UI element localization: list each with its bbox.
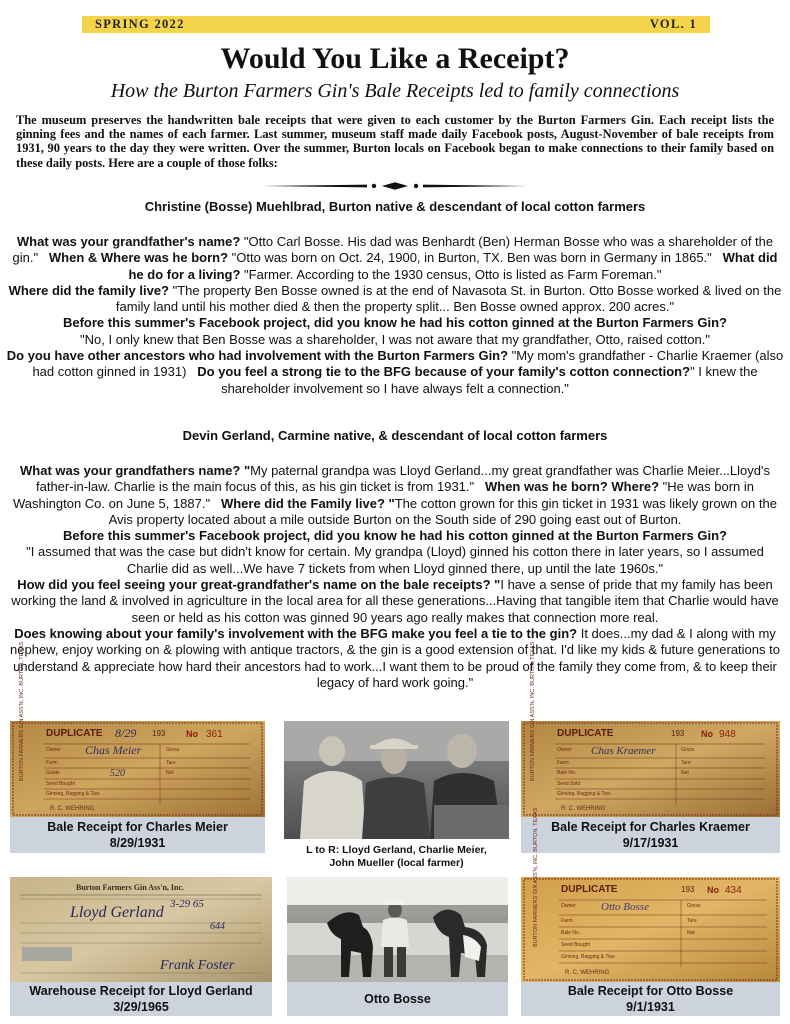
svg-text:Net: Net <box>681 770 689 776</box>
ornamental-divider <box>262 182 528 190</box>
answer-born: "He was born in Washington Co. on June 5, 1887." <box>13 479 754 511</box>
svg-text:8/29: 8/29 <box>115 726 137 740</box>
question-knew-ginned: Before this summer's Facebook project, did you know he had his cotton ginned at the Burton Farmers Gin? <box>62 528 727 544</box>
answer-strong-tie: " I knew the shareholder involvement so I have always felt a connection." <box>221 364 758 396</box>
svg-text:Ginning, Bagging & Ties: Ginning, Bagging & Ties <box>557 791 611 797</box>
caption-bale-receipt-otto-bosse <box>521 982 780 1016</box>
answer-living: "Farmer. According to the 1930 census, Otto is listed as Farm Foreman." <box>240 266 662 282</box>
issue-season: SPRING 2022 <box>95 17 185 31</box>
svg-text:DUPLICATE: DUPLICATE <box>561 884 618 895</box>
svg-text:No: No <box>701 729 713 739</box>
section-heading-christine: Christine (Bosse) Muehlbrad, Burton native & descendant of local cotton farmers <box>144 199 646 214</box>
caption-line-1: L to R: Lloyd Gerland, Charlie Meier, <box>306 844 487 856</box>
caption-title: Bale Receipt for Charles Meier <box>47 820 228 834</box>
svg-text:R. C. WEHRING: R. C. WEHRING <box>561 806 606 812</box>
question-feel-seeing: How did you feel seeing your great-grandfather's name on the bale receipts? " <box>17 577 501 593</box>
svg-text:BURTON FARMERS GIN ASS'N, INC.: BURTON FARMERS GIN ASS'N, INC. BURTON, TEXAS <box>530 641 536 781</box>
answer-feel-seeing: I have a sense of pride that my family has been working the land & involved in agriculture in the local area for all these generations...Having that tangible item that Charlie would have seen or held as his cotton was ginned 90 years ago really makes that connection more real. <box>11 577 779 625</box>
question-other-ancestors: Do you have other ancestors who had involvement with the Burton Farmers Gin? <box>6 348 509 364</box>
svg-text:Bale No.: Bale No. <box>557 770 577 776</box>
svg-text:R. C. WEHRING: R. C. WEHRING <box>50 806 95 812</box>
svg-text:Gross: Gross <box>687 903 701 909</box>
svg-text:948: 948 <box>719 729 736 740</box>
photo-three-men <box>284 721 509 839</box>
svg-text:Ginning, Bagging & Ties: Ginning, Bagging & Ties <box>46 791 100 797</box>
svg-text:Tare: Tare <box>166 760 176 766</box>
question-grandfather-name: What was your grandfathers name? " <box>20 463 251 478</box>
interview-devin <box>6 463 784 691</box>
question-tie-to-gin: Does knowing about your family's involvement with the BFG make you feel a tie to the gin? <box>14 625 578 641</box>
svg-text:Owner: Owner <box>557 747 572 753</box>
svg-text:Owner: Owner <box>561 903 576 909</box>
issue-volume: VOL. 1 <box>649 17 697 31</box>
svg-text:520: 520 <box>110 768 125 779</box>
svg-text:Ginning, Bagging & Ties: Ginning, Bagging & Ties <box>561 954 615 960</box>
svg-text:Farm: Farm <box>557 760 569 766</box>
svg-text:BURTON FARMERS GIN ASS'N, INC.: BURTON FARMERS GIN ASS'N, INC. BURTON, TEXAS <box>19 641 25 781</box>
svg-text:Owner: Owner <box>46 747 61 753</box>
svg-text:Tare: Tare <box>681 760 691 766</box>
question-family-live: Where did the Family live? " <box>220 495 395 511</box>
caption-bale-receipt-charles-kraemer <box>521 817 780 853</box>
svg-text:Grade: Grade <box>46 770 60 776</box>
intro-paragraph: The museum preserves the handwritten bale receipts that were given to each customer by the Burton Farmers Gin. Each receipt lists the ginning fees and the names of each farmer. Last summer, museum staff made daily Facebook posts, August-November of bale receipts from 1931, 90 years to the day they were written. Over the summer, Burton locals on Facebook began to make connections to their family based on these daily posts. Here are a couple of those folks: <box>16 113 774 170</box>
caption-date: 3/29/1965 <box>113 1000 169 1014</box>
photo-warehouse-receipt-lloyd-gerland <box>10 877 272 982</box>
svg-text:DUPLICATE: DUPLICATE <box>557 728 614 739</box>
svg-text:Chas Kraemer: Chas Kraemer <box>591 745 656 757</box>
svg-text:Farm: Farm <box>46 760 58 766</box>
caption-title: Bale Receipt for Otto Bosse <box>567 984 734 998</box>
page-subtitle: How the Burton Farmers Gin's Bale Receipts led to family connections <box>110 80 680 102</box>
section-heading-devin: Devin Gerland, Carmine native, & descendant of local cotton farmers <box>182 428 608 443</box>
svg-text:Net: Net <box>687 930 695 936</box>
answer-grandfather-name: My paternal grandpa was Lloyd Gerland...my great grandfather was Charlie Meier...Lloyd's father-in-law. Charlie is the main focus of this, as his gin ticket is from 1931." <box>36 463 770 495</box>
svg-text:434: 434 <box>725 885 742 896</box>
svg-text:Burton Farmers Gin Ass'n, Inc.: Burton Farmers Gin Ass'n, Inc. <box>76 883 185 892</box>
svg-text:Seed Sold: Seed Sold <box>557 781 581 787</box>
svg-text:Seed Bought: Seed Bought <box>46 781 75 787</box>
svg-text:Tare: Tare <box>687 918 697 924</box>
answer-grandfather-name: "Otto Carl Bosse. His dad was Benhardt (Ben) Herman Bosse who was a shareholder of the gin." <box>12 234 774 266</box>
svg-text:193: 193 <box>671 729 685 738</box>
photo-otto-bosse <box>287 877 508 982</box>
caption-three-men <box>284 840 509 874</box>
svg-text:Seed Bought: Seed Bought <box>561 942 590 948</box>
svg-text:Farm: Farm <box>561 918 573 924</box>
caption-title: Warehouse Receipt for Lloyd Gerland <box>29 984 253 998</box>
svg-text:193: 193 <box>152 729 166 738</box>
svg-text:361: 361 <box>206 729 223 740</box>
page-title: Would You Like a Receipt? <box>220 42 570 75</box>
svg-text:3-29 65: 3-29 65 <box>170 898 204 910</box>
question-strong-tie: Do you feel a strong tie to the BFG because of your family's cotton connection? <box>197 364 691 380</box>
answer-family-live: "The property Ben Bosse owned is at the end of Navasota St. in Burton. Otto Bosse worked & lived on the family land until his mother died & then the property split... Ben Bosse owned approx. 200 acres." <box>115 282 782 315</box>
svg-text:No: No <box>707 885 719 895</box>
question-family-live: Where did the family live? <box>8 282 169 298</box>
svg-text:R. C. WEHRING: R. C. WEHRING <box>565 970 610 976</box>
answer-knew-ginned: "I assumed that was the case but didn't know for certain. My grandpa (Lloyd) ginned his cotton there in later years, so I assumed Charlie did as well...We have 7 tickets from when Lloyd ginned there, up until the late 1960s." <box>26 544 764 576</box>
answer-born: "Otto was born on Oct. 24, 1900, in Burton, TX. Ben was born in Germany in 1865." <box>228 250 712 266</box>
question-grandfather-name: What was your grandfather's name? <box>16 234 241 249</box>
answer-family-live: The cotton grown for this gin ticket in 1931 was likely grown on the Avis property located about a mile outside Burton on the South side of 290 going east out of Burton. <box>108 495 777 527</box>
svg-text:Frank Foster: Frank Foster <box>160 958 235 973</box>
answer-other-ancestors: "My mom's grandfather - Charlie Kraemer (also had cotton ginned in 1931) <box>32 348 784 380</box>
interview-christine <box>6 234 784 397</box>
caption-title: Otto Bosse <box>364 992 431 1006</box>
svg-text:Net: Net <box>166 770 174 776</box>
svg-text:Gross: Gross <box>681 747 695 753</box>
question-born: When & Where was he born? <box>48 250 229 266</box>
svg-text:Bale No.: Bale No. <box>561 930 581 936</box>
question-living: What did he do for a living? <box>128 250 778 282</box>
svg-text:Otto Bosse: Otto Bosse <box>601 901 649 913</box>
caption-date: 9/17/1931 <box>622 836 679 850</box>
caption-date: 8/29/1931 <box>109 836 166 850</box>
photo-bale-receipt-charles-meier <box>10 641 265 817</box>
svg-text:BURTON FARMERS GIN ASS'N, INC.: BURTON FARMERS GIN ASS'N, INC. BURTON, TEXAS <box>533 807 539 947</box>
answer-tie-to-gin: It does...my dad & I along with my nephew, enjoy working on & plowing with antique tractors, & the gin is a good extension of that. I'd like my kids & future generations to understand & appreciate how hard their ancestors had to work...I want them to be proud of the family they come from, & to keep their legacy of hard work going." <box>10 625 780 690</box>
caption-bale-receipt-charles-meier <box>10 817 265 853</box>
caption-line-2: John Mueller (local farmer) <box>329 857 464 869</box>
caption-warehouse-receipt-lloyd-gerland <box>10 982 272 1016</box>
svg-text:DUPLICATE: DUPLICATE <box>46 728 103 739</box>
svg-text:644: 644 <box>210 921 225 932</box>
svg-text:Gross: Gross <box>166 747 180 753</box>
photo-bale-receipt-charles-kraemer <box>521 641 780 817</box>
svg-text:Chas Meier: Chas Meier <box>85 743 142 757</box>
svg-text:193: 193 <box>681 885 695 894</box>
caption-date: 9/1/1931 <box>626 1000 675 1014</box>
caption-otto-bosse <box>287 982 508 1016</box>
header-band <box>82 16 710 33</box>
question-knew-ginned: Before this summer's Facebook project, did you know he had his cotton ginned at the Burton Farmers Gin? <box>62 315 727 331</box>
question-born: When was he born? Where? <box>484 479 660 495</box>
answer-knew-ginned: "No, I only knew that Ben Bosse was a shareholder, I was not aware that my grandfather, Otto, raised cotton." <box>80 331 710 347</box>
svg-text:Lloyd Gerland: Lloyd Gerland <box>70 904 164 921</box>
svg-text:No: No <box>186 729 198 739</box>
caption-title: Bale Receipt for Charles Kraemer <box>551 820 750 834</box>
